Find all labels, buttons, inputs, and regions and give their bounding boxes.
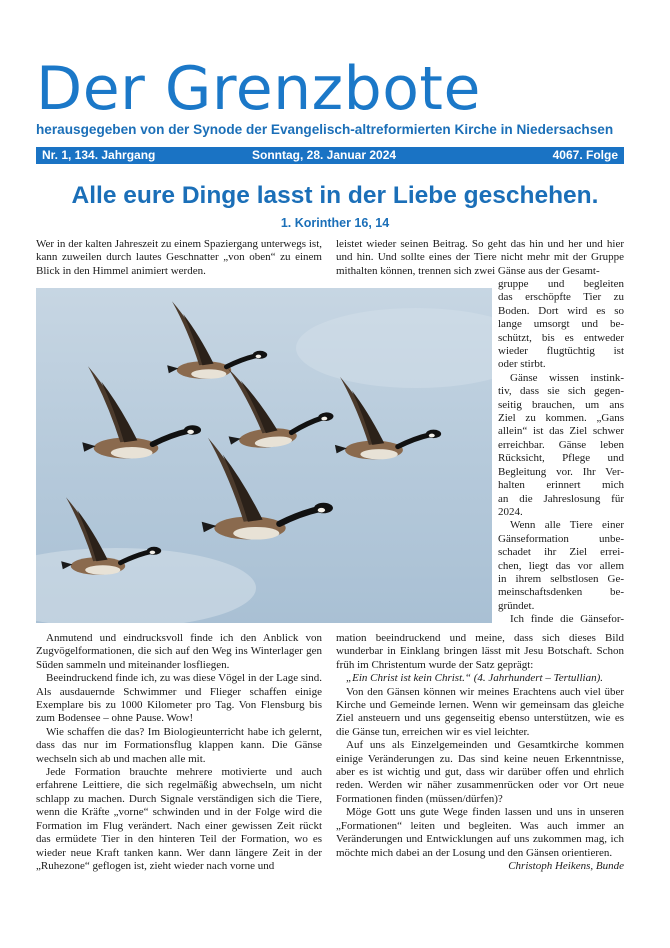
text-line: schützt, bis es entweder	[498, 331, 624, 344]
article-headline: Alle eure Dinge lasst in der Liebe geschehen.	[71, 182, 599, 209]
text-line: schadet ihr Ziel errei-	[498, 546, 624, 559]
body-paragraph: Jede Formation brauchte mehrere motivierte und auch erfahrene Leittiere, die sich regelmäßig abwechseln, um nicht schlapp zu machen. Durch Signale verständigen sich die Tiere, wenn die Kräfte „vorne“ schwinden und in der Folge wird die Formation im Flug verändert. Nach einer gewissen Zeit rückt das ermüdete Tier in den hinteren Teil der Formation, wo es wieder neue Kraft tanken kann. Wer dann längere Zeit in der „Ruhezone“ geflogen ist, zieht wieder nach vorne und	[36, 766, 322, 872]
issue-number: Nr. 1, 134. Jahrgang	[42, 148, 156, 162]
issue-bar	[36, 147, 624, 164]
text-line: Begleitung vor. Ihr Ver-	[498, 465, 624, 478]
left-column-body	[36, 632, 322, 873]
text-line: an die Jahreslosung für	[498, 492, 624, 505]
text-line: allein“ ist das Ziel schwer	[498, 425, 624, 438]
text-line: 2024.	[498, 505, 523, 518]
body-paragraph: Beeindruckend finde ich, zu was diese Vögel in der Lage sind. Als ausdauernde Schwimmer und Flieger schaffen einige Exemplare bis zu 1000 Kilometer pro Tag. Von Flensburg bis zum Bodensee – ohne Pause. Wow!	[36, 672, 322, 725]
text-line: gründet.	[498, 599, 535, 612]
intro-text: Wer in der kalten Jahreszeit zu einem Spaziergang unterwegs ist, kann zuweilen durch lautes Geschnatter „von oben“ zu einem Blick in den Himmel animiert werden.	[36, 238, 322, 277]
newspaper-title: Der Grenzbote	[36, 54, 481, 124]
body-paragraph: Möge Gott uns gute Wege finden lassen und uns in unseren „Formationen“ leiten und begleiten. Was auch immer an Veränderungen und Entwicklungen auf uns zukommen mag, ich möchte mich dabei an der Losung und den Gänsen orientieren.	[336, 806, 624, 859]
text-line: seitig brauchen, um ans	[498, 398, 624, 411]
text-line: halten erinnert mich	[498, 479, 624, 492]
text-line: oder stirbt.	[498, 358, 546, 371]
text-line: Ich finde die Gänsefor-	[510, 613, 624, 626]
geese-photo	[36, 288, 492, 623]
quote-paragraph: „Ein Christ ist kein Christ.“ (4. Jahrhundert – Tertullian).	[346, 672, 604, 685]
text-line: gruppe und begleiten	[498, 278, 624, 290]
text-line: in ihrem selbstlosen Ge-	[498, 572, 624, 585]
text-line: Wenn alle Tiere einer	[510, 519, 624, 532]
text-line: lange umsorgt und be-	[498, 318, 624, 331]
text-line: chen, liegt das vor allem	[498, 559, 624, 572]
text-line: das erschöpfte Tier zu	[498, 291, 624, 304]
text-line: Rücksicht, Pflege und	[498, 452, 624, 465]
text-line: Gänse wissen instink-	[510, 371, 624, 384]
intro-paragraph	[36, 238, 322, 278]
text-line: erreichbar. Gänse leben	[498, 438, 624, 451]
author-signature: Christoph Heikens, Bunde	[508, 859, 624, 872]
body-paragraph: Auf uns als Einzelgemeinden und Gesamtkirche kommen einige Veränderungen zu. Das sind keine neuen Erkenntnisse, aber es ist wichtig und gut, dass wir darüber offen und ehrlich reden. Werden wir näher zusammenrücken oder vor Ort neue Formationen finden (müssen/dürfen)?	[336, 739, 624, 805]
newspaper-subtitle: herausgegeben von der Synode der Evangelisch-altreformierten Kirche in Niedersachsen	[36, 122, 614, 137]
body-paragraph: Wie schaffen die das? Im Biologieunterricht habe ich gelernt, dass das nur im Formationsflug klappen kann. Die Gänse wechseln sich ab und machen alle mit.	[36, 725, 322, 765]
right-column-top	[336, 238, 624, 278]
masthead	[36, 56, 636, 137]
issue-date: Sonntag, 28. Januar 2024	[252, 148, 397, 162]
right-narrow-column	[498, 278, 624, 627]
flying-geese-icon	[36, 288, 492, 623]
text-line: meinschaftsdenken be-	[498, 586, 624, 599]
text-line: wieder flugtüchtig ist	[498, 345, 624, 358]
text-line: tiv, dass sie sich gegen-	[498, 385, 624, 398]
body-paragraph: Anmutend und eindrucksvoll finde ich den Anblick von Zugvögelformationen, die sich auf den Weg ins Winterlager gen Süden sammeln und miteinander losfliegen.	[36, 632, 322, 671]
text-line: Ziel zu kommen. „Gans	[498, 412, 624, 425]
body-paragraph: mation beeindruckend und meine, dass sich dieses Bild wunderbar in Einklang bringen lässt mit Jesu Botschaft. Schon früh im Christentum wurde der Satz geprägt:	[336, 632, 624, 671]
issue-sequence: 4067. Folge	[552, 148, 618, 162]
bible-verse: 1. Korinther 16, 14	[280, 216, 390, 230]
right-top-text: leistet wieder seinen Beitrag. So geht das hin und her und hier und hin. Und sollte eines der Tiere nicht mehr mit der Gruppe mithalten können, trennen sich zwei Gänse aus der Gesamt-	[336, 238, 624, 277]
text-line: Gänseformation unbe-	[498, 532, 624, 545]
text-line: Boden. Dort wird es so	[498, 304, 624, 317]
body-paragraph: Von den Gänsen können wir meines Erachtens auch viel über Kirche und Gemeinde lernen. Wenn wir gemeinsam das gleiche Ziel ansteuern und uns gegenseitig ebenso unterstützen, wie es die Gänse tun, erreichen wir es viel leichter.	[336, 685, 624, 738]
right-column-body	[336, 632, 624, 873]
